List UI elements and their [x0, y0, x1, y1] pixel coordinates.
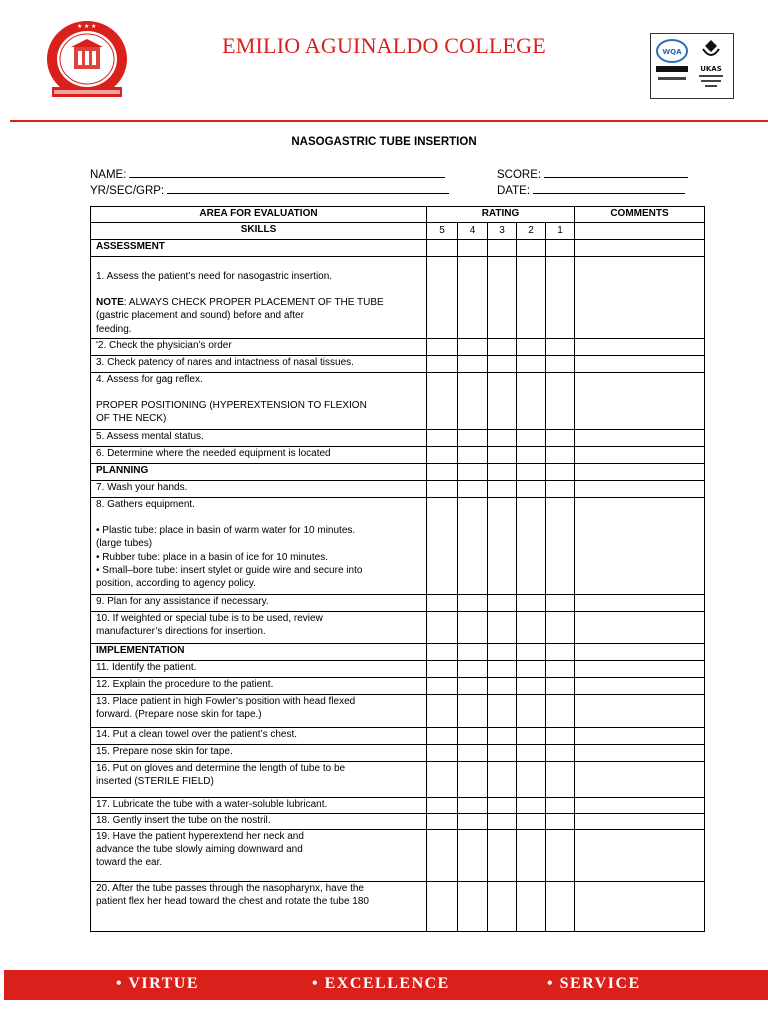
rating-3-cell[interactable] — [488, 678, 517, 695]
table-row — [91, 661, 705, 678]
rating-2-cell[interactable] — [517, 830, 546, 882]
rating-3-cell[interactable] — [488, 882, 517, 932]
rating-3-cell[interactable] — [488, 745, 517, 762]
svg-text:WQA: WQA — [662, 48, 682, 56]
table-row — [91, 830, 705, 882]
skill-cell: 17. Lubricate the tube with a water-soluble lubricant. — [91, 798, 427, 814]
yrsec-input-line[interactable] — [167, 183, 449, 194]
table-header-row — [91, 207, 705, 223]
svg-text:★: ★ — [77, 23, 83, 30]
rating-1-cell[interactable] — [546, 447, 575, 464]
table-row — [91, 498, 705, 595]
rating-4-cell[interactable] — [458, 373, 488, 430]
rating-4-cell[interactable] — [458, 830, 488, 882]
comment-cell[interactable] — [575, 447, 705, 464]
score-field[interactable] — [497, 167, 688, 181]
skill-cell: 1. Assess the patient’s need for nasogastric insertion. NOTE: ALWAYS CHECK PROPER PLACEMENT OF THE TUBE (gastric placement and sound) before and after feeding. — [91, 257, 427, 339]
rating-2-cell[interactable] — [517, 661, 546, 678]
svg-text:UKAS: UKAS — [700, 65, 722, 73]
college-seal-logo — [44, 19, 130, 103]
rating-2-cell[interactable] — [517, 447, 546, 464]
comment-cell[interactable] — [575, 481, 705, 498]
skills-header: SKILLS — [91, 223, 427, 240]
rating-4-cell[interactable] — [458, 498, 488, 595]
rating-3-cell[interactable] — [488, 481, 517, 498]
rating-3-cell[interactable] — [488, 339, 517, 356]
table-subheader-row — [91, 223, 705, 240]
rating-5-cell[interactable] — [427, 814, 458, 830]
rating-3-cell[interactable] — [488, 257, 517, 339]
area-header: AREA FOR EVALUATION — [91, 207, 427, 223]
comment-cell[interactable] — [575, 695, 705, 728]
date-label: DATE: — [497, 185, 531, 197]
rating-5-cell[interactable] — [427, 447, 458, 464]
comment-cell[interactable] — [575, 678, 705, 695]
rating-1-cell[interactable] — [546, 745, 575, 762]
comment-cell[interactable] — [575, 814, 705, 830]
comment-cell[interactable] — [575, 373, 705, 430]
table-row — [91, 595, 705, 612]
rating-4-cell[interactable] — [458, 678, 488, 695]
comments-subheader — [575, 223, 705, 240]
skill-cell: 16. Put on gloves and determine the length of tube to be inserted (STERILE FIELD) — [91, 762, 427, 798]
rating-1-cell[interactable] — [546, 498, 575, 595]
college-name: EMILIO AGUINALDO COLLEGE — [222, 33, 546, 58]
comment-cell[interactable] — [575, 612, 705, 644]
rating-1-cell[interactable] — [546, 728, 575, 745]
rating-3-cell[interactable] — [488, 356, 517, 373]
certification-badges — [650, 33, 734, 99]
table-row — [91, 695, 705, 728]
comment-cell[interactable] — [575, 430, 705, 447]
rating-5-cell[interactable] — [427, 373, 458, 430]
date-field[interactable] — [497, 183, 685, 197]
skill-cell: 13. Place patient in high Fowler’s position with head flexed forward. (Prepare nose skin for tape.) — [91, 695, 427, 728]
svg-text:★: ★ — [91, 23, 97, 30]
yrsec-label: YR/SEC/GRP: — [90, 185, 165, 197]
comment-cell[interactable] — [575, 356, 705, 373]
skill-cell: '2. Check the physician’s order — [91, 339, 427, 356]
rating-2-cell[interactable] — [517, 356, 546, 373]
skill-cell: 15. Prepare nose skin for tape. — [91, 745, 427, 762]
ukas-certification-logo — [693, 37, 729, 93]
rating-5-cell[interactable] — [427, 430, 458, 447]
rating-4-cell[interactable] — [458, 745, 488, 762]
comment-cell[interactable] — [575, 798, 705, 814]
rating-4-cell[interactable] — [458, 814, 488, 830]
rating-2-cell[interactable] — [517, 373, 546, 430]
rating-2-cell[interactable] — [517, 695, 546, 728]
yrsec-field[interactable] — [90, 183, 449, 197]
skill-cell: 20. After the tube passes through the nasopharynx, have the patient flex her head toward the chest and rotate the tube 180 — [91, 882, 427, 932]
score-input-line[interactable] — [544, 167, 688, 178]
name-label: NAME: — [90, 169, 127, 181]
table-row — [91, 373, 705, 430]
rating-1-cell[interactable] — [546, 257, 575, 339]
rating-3-cell[interactable] — [488, 612, 517, 644]
comment-cell[interactable] — [575, 728, 705, 745]
table-row — [91, 430, 705, 447]
rating-3-cell[interactable] — [488, 814, 517, 830]
comment-cell[interactable] — [575, 762, 705, 798]
rating-4-cell[interactable] — [458, 257, 488, 339]
footer-excellence: • EXCELLENCE — [312, 975, 450, 992]
rating-2-cell[interactable] — [517, 612, 546, 644]
rating-5-cell[interactable] — [427, 882, 458, 932]
rating-3-cell[interactable] — [488, 728, 517, 745]
rating-1-cell[interactable] — [546, 356, 575, 373]
comment-cell[interactable] — [575, 745, 705, 762]
table-row — [91, 728, 705, 745]
rating-5-cell[interactable] — [427, 798, 458, 814]
rating-1-cell[interactable] — [546, 612, 575, 644]
section-label: IMPLEMENTATION — [91, 644, 427, 661]
section-row-assessment — [91, 240, 705, 257]
rating-4-cell[interactable] — [458, 481, 488, 498]
comment-cell[interactable] — [575, 498, 705, 595]
rating-5-cell[interactable] — [427, 678, 458, 695]
skill-cell: 5. Assess mental status. — [91, 430, 427, 447]
section-label: ASSESSMENT — [91, 240, 427, 257]
comment-cell[interactable] — [575, 830, 705, 882]
rating-5-cell[interactable] — [427, 612, 458, 644]
skill-cell: 18. Gently insert the tube on the nostril. — [91, 814, 427, 830]
rating-5-cell[interactable] — [427, 762, 458, 798]
rating-3-cell[interactable] — [488, 373, 517, 430]
rating-2-cell[interactable] — [517, 339, 546, 356]
comment-cell[interactable] — [575, 257, 705, 339]
rating-5-cell[interactable] — [427, 595, 458, 612]
rating-5-cell[interactable] — [427, 257, 458, 339]
rating-5-cell[interactable] — [427, 830, 458, 882]
rating-4-cell[interactable] — [458, 612, 488, 644]
rating-1-cell[interactable] — [546, 481, 575, 498]
skill-cell: 11. Identify the patient. — [91, 661, 427, 678]
rating-2-cell[interactable] — [517, 728, 546, 745]
table-row — [91, 257, 705, 339]
rating-4-cell[interactable] — [458, 798, 488, 814]
rating-4-cell[interactable] — [458, 447, 488, 464]
table-row — [91, 745, 705, 762]
rating-1-cell[interactable] — [546, 678, 575, 695]
rating-3-cell[interactable] — [488, 661, 517, 678]
table-row — [91, 814, 705, 830]
rating-5-header: 5 — [427, 223, 458, 240]
rating-5-cell[interactable] — [427, 695, 458, 728]
rating-1-cell[interactable] — [546, 595, 575, 612]
table-row — [91, 481, 705, 498]
table-row — [91, 678, 705, 695]
rating-4-cell[interactable] — [458, 728, 488, 745]
table-row — [91, 339, 705, 356]
skill-cell: 10. If weighted or special tube is to be used, review manufacturer’s directions for insertion. — [91, 612, 427, 644]
rating-1-cell[interactable] — [546, 695, 575, 728]
rating-3-cell[interactable] — [488, 498, 517, 595]
rating-2-cell[interactable] — [517, 498, 546, 595]
rating-1-cell[interactable] — [546, 798, 575, 814]
rating-4-cell[interactable] — [458, 430, 488, 447]
rating-3-cell[interactable] — [488, 595, 517, 612]
rating-5-cell[interactable] — [427, 356, 458, 373]
rating-1-cell[interactable] — [546, 339, 575, 356]
rating-4-cell[interactable] — [458, 695, 488, 728]
rating-5-cell[interactable] — [427, 728, 458, 745]
skill-cell: 19. Have the patient hyperextend her neck and advance the tube slowly aiming downward and toward the ear. — [91, 830, 427, 882]
rating-4-cell[interactable] — [458, 661, 488, 678]
rating-3-cell[interactable] — [488, 830, 517, 882]
rating-4-cell[interactable] — [458, 882, 488, 932]
footer-service: • SERVICE — [547, 975, 641, 992]
svg-text:★: ★ — [84, 23, 90, 30]
name-input-line[interactable] — [129, 167, 445, 178]
table-row — [91, 447, 705, 464]
section-row-planning — [91, 464, 705, 481]
header-divider — [10, 120, 768, 122]
skill-cell: 4. Assess for gag reflex. PROPER POSITIONING (HYPEREXTENSION TO FLEXION OF THE NECK) — [91, 373, 427, 430]
rating-2-header: 2 — [517, 223, 546, 240]
table-row — [91, 882, 705, 932]
footer-banner — [4, 970, 768, 1000]
rating-4-cell[interactable] — [458, 339, 488, 356]
section-label: PLANNING — [91, 464, 427, 481]
skill-cell: 9. Plan for any assistance if necessary. — [91, 595, 427, 612]
skill-cell: 14. Put a clean towel over the patient’s chest. — [91, 728, 427, 745]
skill-cell: 3. Check patency of nares and intactness of nasal tissues. — [91, 356, 427, 373]
rating-5-cell[interactable] — [427, 481, 458, 498]
rating-3-cell[interactable] — [488, 430, 517, 447]
rating-2-cell[interactable] — [517, 481, 546, 498]
date-input-line[interactable] — [533, 183, 685, 194]
rating-4-cell[interactable] — [458, 762, 488, 798]
rating-3-cell[interactable] — [488, 447, 517, 464]
rating-1-cell[interactable] — [546, 762, 575, 798]
rating-3-cell[interactable] — [488, 798, 517, 814]
rating-4-header: 4 — [458, 223, 488, 240]
rating-4-cell[interactable] — [458, 595, 488, 612]
rating-5-cell[interactable] — [427, 661, 458, 678]
rating-2-cell[interactable] — [517, 882, 546, 932]
wqa-certification-logo — [654, 37, 690, 93]
skill-cell: 8. Gathers equipment. • Plastic tube: place in basin of warm water for 10 minutes. (large tubes) • Rubber tube: place in a basin of ice for 10 minutes. • Small–bore tube: insert stylet or guide wire and secure into position, according to agency policy. — [91, 498, 427, 595]
rating-2-cell[interactable] — [517, 814, 546, 830]
rating-2-cell[interactable] — [517, 798, 546, 814]
table-row — [91, 612, 705, 644]
section-row-implementation — [91, 644, 705, 661]
score-label: SCORE: — [497, 169, 542, 181]
rating-5-cell[interactable] — [427, 745, 458, 762]
rating-5-cell[interactable] — [427, 339, 458, 356]
comment-cell[interactable] — [575, 661, 705, 678]
rating-1-cell[interactable] — [546, 814, 575, 830]
rating-header: RATING — [427, 207, 575, 223]
rating-2-cell[interactable] — [517, 762, 546, 798]
rating-5-cell[interactable] — [427, 498, 458, 595]
comment-cell[interactable] — [575, 339, 705, 356]
name-field[interactable] — [90, 167, 445, 181]
skill-cell: 12. Explain the procedure to the patient. — [91, 678, 427, 695]
evaluation-table — [90, 206, 705, 932]
rating-2-cell[interactable] — [517, 745, 546, 762]
rating-1-header: 1 — [546, 223, 575, 240]
table-row — [91, 798, 705, 814]
rating-3-cell[interactable] — [488, 695, 517, 728]
rating-3-cell[interactable] — [488, 762, 517, 798]
table-row — [91, 356, 705, 373]
rating-2-cell[interactable] — [517, 430, 546, 447]
footer-virtue: • VIRTUE — [116, 975, 199, 992]
table-row — [91, 762, 705, 798]
rating-2-cell[interactable] — [517, 257, 546, 339]
comments-header: COMMENTS — [575, 207, 705, 223]
rating-1-cell[interactable] — [546, 830, 575, 882]
rating-1-cell[interactable] — [546, 373, 575, 430]
comment-cell[interactable] — [575, 882, 705, 932]
comment-cell[interactable] — [575, 595, 705, 612]
skill-cell: 6. Determine where the needed equipment is located — [91, 447, 427, 464]
rating-1-cell[interactable] — [546, 882, 575, 932]
document-title: NASOGASTRIC TUBE INSERTION — [291, 136, 477, 148]
rating-1-cell[interactable] — [546, 430, 575, 447]
rating-3-header: 3 — [488, 223, 517, 240]
rating-4-cell[interactable] — [458, 356, 488, 373]
rating-2-cell[interactable] — [517, 595, 546, 612]
skill-cell: 7. Wash your hands. — [91, 481, 427, 498]
rating-1-cell[interactable] — [546, 661, 575, 678]
rating-2-cell[interactable] — [517, 678, 546, 695]
